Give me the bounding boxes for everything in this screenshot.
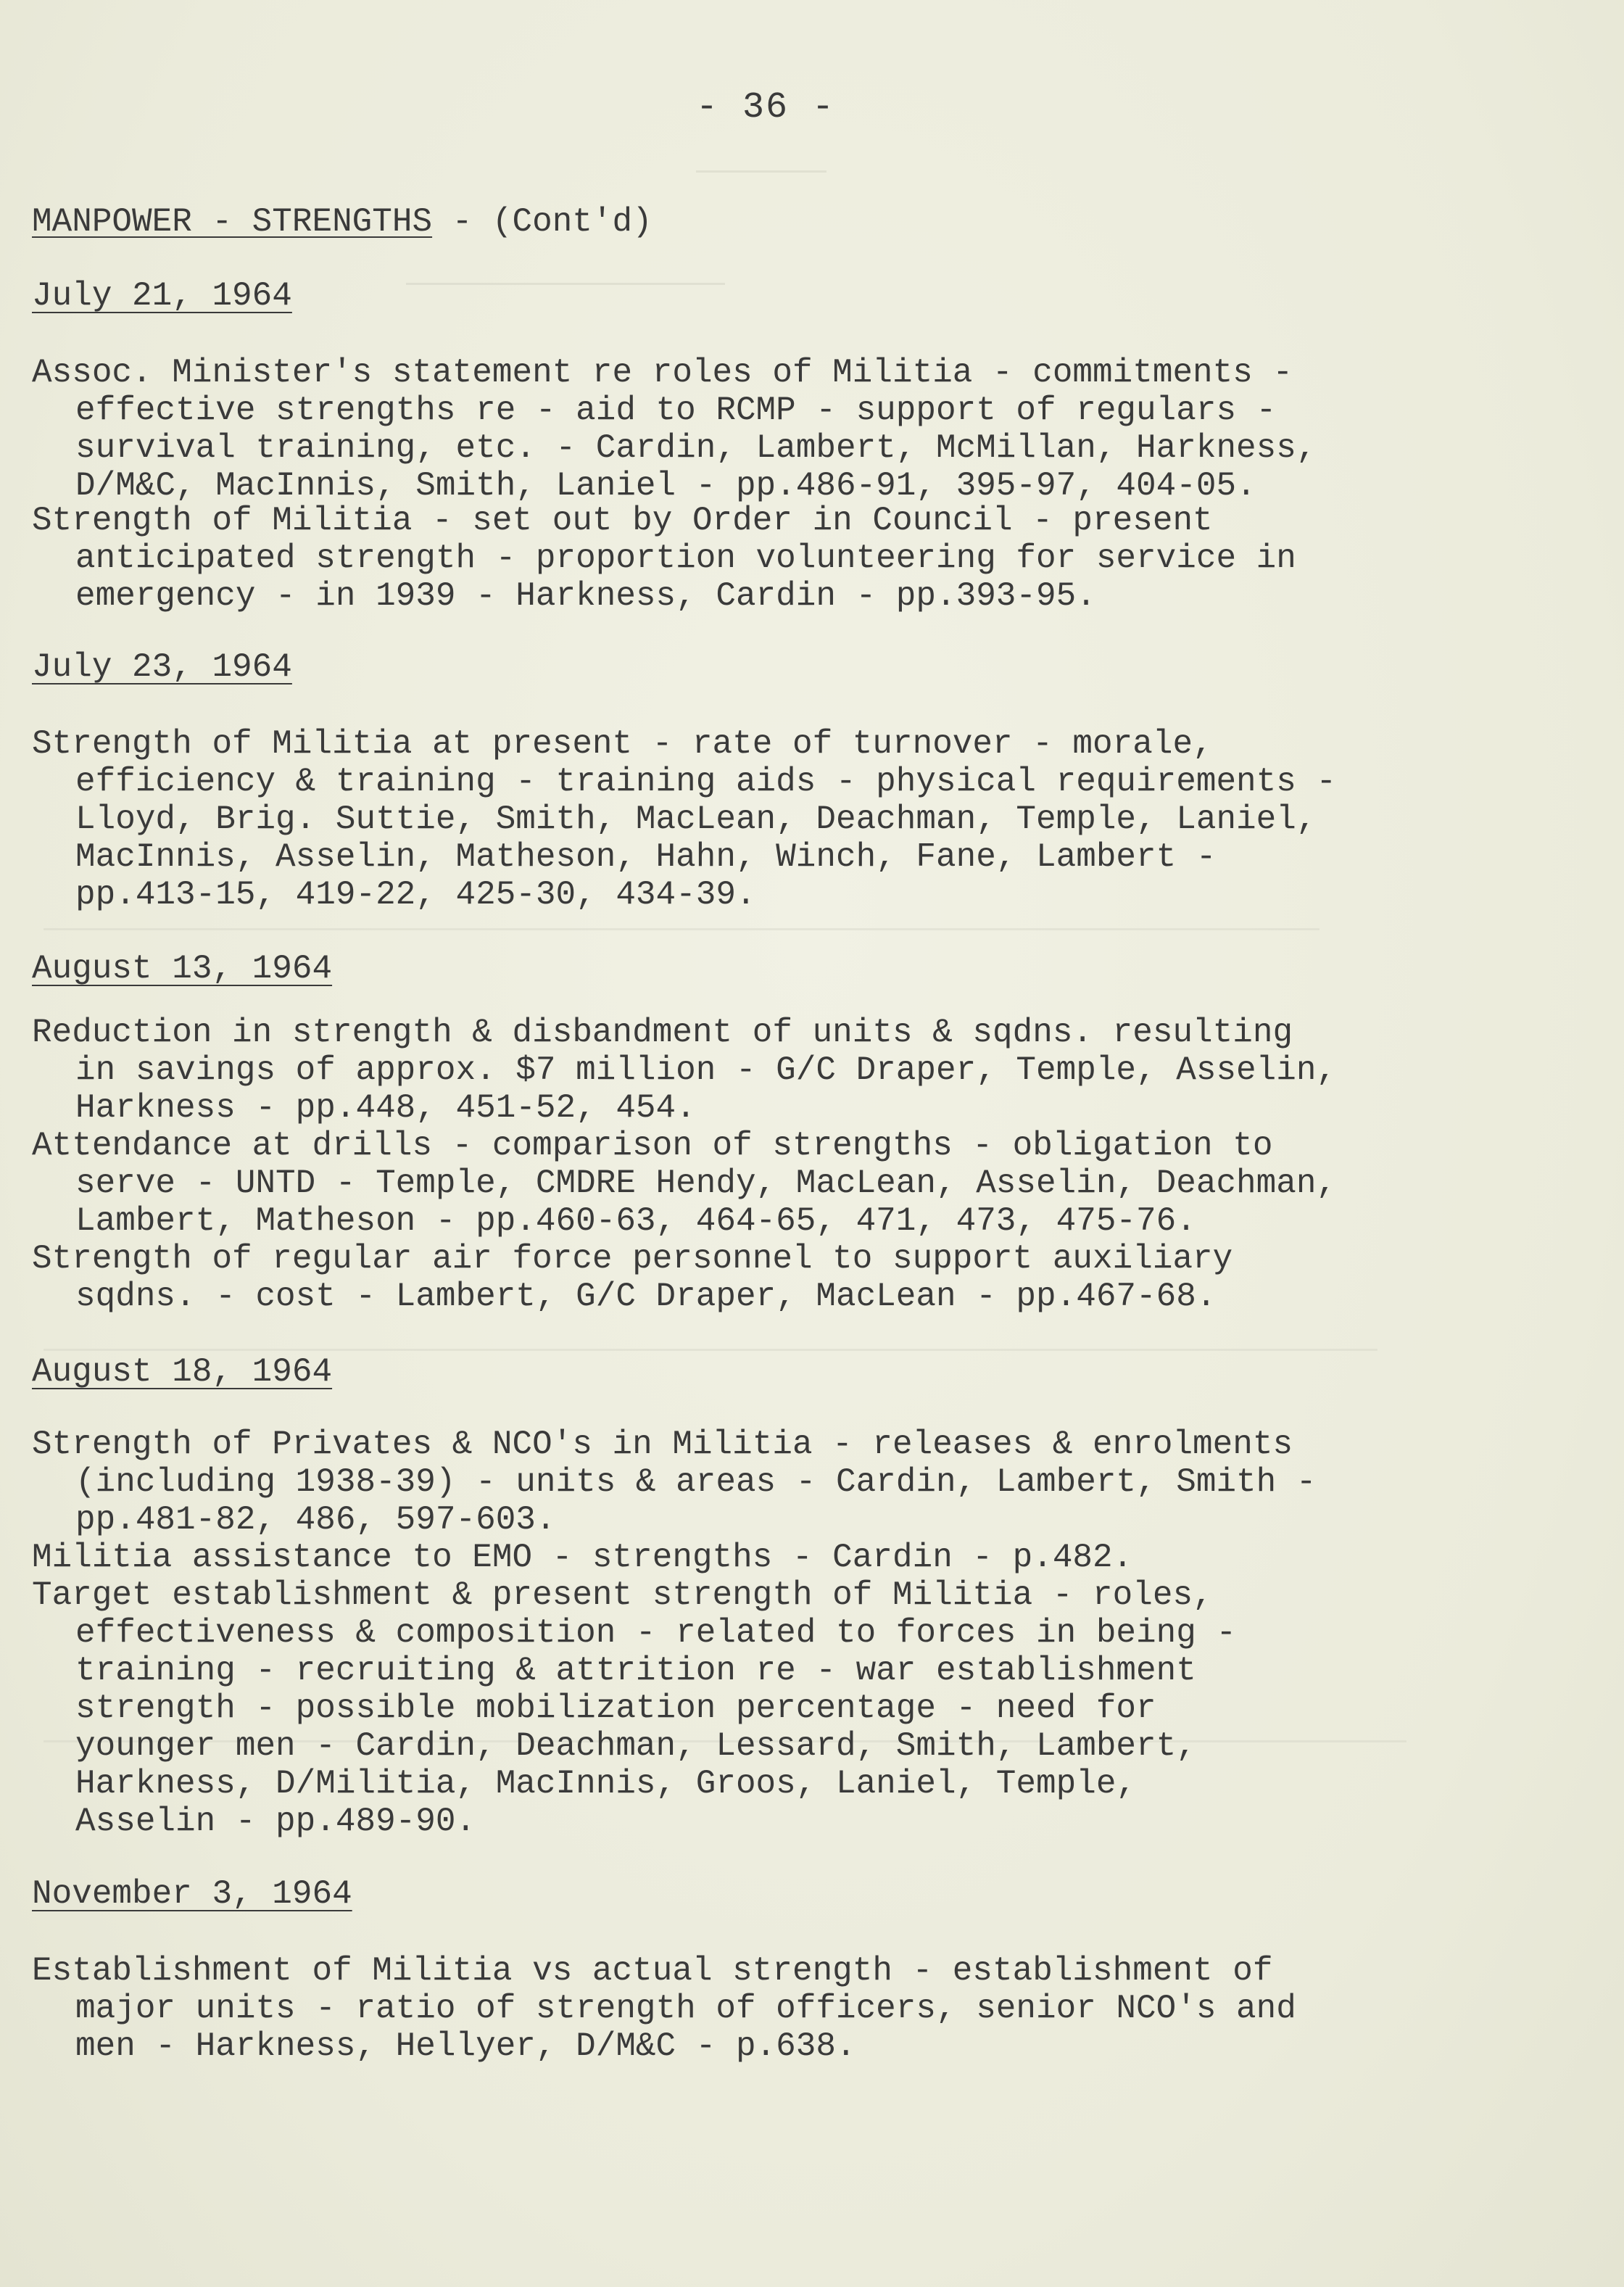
entry-line: MacInnis, Asselin, Matheson, Hahn, Winch, Fane, Lambert - <box>75 838 1217 876</box>
section-heading <box>32 203 652 241</box>
entry-line: training - recruiting & attrition re - war establishment <box>75 1652 1196 1690</box>
index-entry <box>32 725 1336 914</box>
heading-suffix: - (Cont'd) <box>432 203 652 241</box>
entry-line: major units - ratio of strength of officers, senior NCO's and <box>75 1990 1296 2027</box>
index-entry <box>32 1576 1236 1840</box>
entry-line: Strength of Privates & NCO's in Militia - releases & enrolments <box>32 1426 1293 1463</box>
entry-line: Militia assistance to EMO - strengths - Cardin - p.482. <box>32 1539 1133 1576</box>
section-date: July 21, 1964 <box>32 277 292 315</box>
show-through-texture <box>406 261 725 285</box>
show-through-texture <box>44 1320 1378 1351</box>
index-entry <box>32 1127 1336 1240</box>
entry-line: efficiency & training - training aids - physical requirements - <box>75 763 1337 801</box>
index-entry <box>32 1426 1316 1539</box>
entry-line: pp.481-82, 486, 597-603. <box>75 1501 556 1539</box>
section-date: August 18, 1964 <box>32 1353 333 1391</box>
section-date: July 23, 1964 <box>32 648 292 686</box>
entry-line: Attendance at drills - comparison of strengths - obligation to <box>32 1127 1273 1165</box>
section-date: November 3, 1964 <box>32 1875 352 1913</box>
entry-line: Strength of Militia - set out by Order in Council - present <box>32 502 1213 539</box>
entry-line: Assoc. Minister's statement re roles of Militia - commitments - <box>32 354 1293 392</box>
entry-line: Harkness - pp.448, 451-52, 454. <box>75 1089 696 1127</box>
index-entry <box>32 1014 1336 1127</box>
index-entry <box>32 354 1316 505</box>
index-entry <box>32 1539 1132 1576</box>
index-entry <box>32 502 1296 615</box>
entry-line: Harkness, D/Militia, MacInnis, Groos, Laniel, Temple, <box>75 1765 1137 1803</box>
entry-line: sqdns. - cost - Lambert, G/C Draper, MacLean - pp.467-68. <box>75 1278 1217 1315</box>
entry-line: strength - possible mobilization percentage - need for <box>75 1690 1156 1727</box>
entry-line: emergency - in 1939 - Harkness, Cardin - pp.393-95. <box>75 577 1096 615</box>
entry-line: Strength of regular air force personnel to support auxiliary <box>32 1240 1233 1278</box>
entry-line: younger men - Cardin, Deachman, Lessard, Smith, Lambert, <box>75 1727 1196 1765</box>
page-number: - 36 - <box>696 87 836 128</box>
entry-line: men - Harkness, Hellyer, D/M&C - p.638. <box>75 2027 856 2065</box>
entry-line: in savings of approx. $7 million - G/C Draper, Temple, Asselin, <box>75 1051 1337 1089</box>
entry-line: Lloyd, Brig. Suttie, Smith, MacLean, Deachman, Temple, Laniel, <box>75 801 1317 838</box>
entry-line: serve - UNTD - Temple, CMDRE Hendy, MacLean, Asselin, Deachman, <box>75 1165 1337 1202</box>
index-entry <box>32 1952 1296 2065</box>
entry-line: Lambert, Matheson - pp.460-63, 464-65, 471, 473, 475-76. <box>75 1202 1196 1240</box>
index-entry <box>32 1240 1232 1315</box>
show-through-texture <box>696 141 826 173</box>
heading-title: MANPOWER - STRENGTHS <box>32 203 433 241</box>
entry-line: effective strengths re - aid to RCMP - support of regulars - <box>75 392 1277 429</box>
entry-line: Target establishment & present strength of Militia - roles, <box>32 1576 1213 1614</box>
entry-line: Establishment of Militia vs actual strength - establishment of <box>32 1952 1273 1990</box>
entry-line: survival training, etc. - Cardin, Lambert, McMillan, Harkness, <box>75 429 1317 467</box>
entry-line: Reduction in strength & disbandment of units & sqdns. resulting <box>32 1014 1293 1051</box>
entry-line: effectiveness & composition - related to forces in being - <box>75 1614 1237 1652</box>
entry-line: anticipated strength - proportion volunteering for service in <box>75 539 1296 577</box>
entry-line: Asselin - pp.489-90. <box>75 1803 476 1840</box>
section-date: August 13, 1964 <box>32 950 333 988</box>
entry-line: Strength of Militia at present - rate of turnover - morale, <box>32 725 1213 763</box>
entry-line: (including 1938-39) - units & areas - Cardin, Lambert, Smith - <box>75 1463 1317 1501</box>
entry-line: D/M&C, MacInnis, Smith, Laniel - pp.486-91, 395-97, 404-05. <box>75 467 1256 505</box>
entry-line: pp.413-15, 419-22, 425-30, 434-39. <box>75 876 756 914</box>
